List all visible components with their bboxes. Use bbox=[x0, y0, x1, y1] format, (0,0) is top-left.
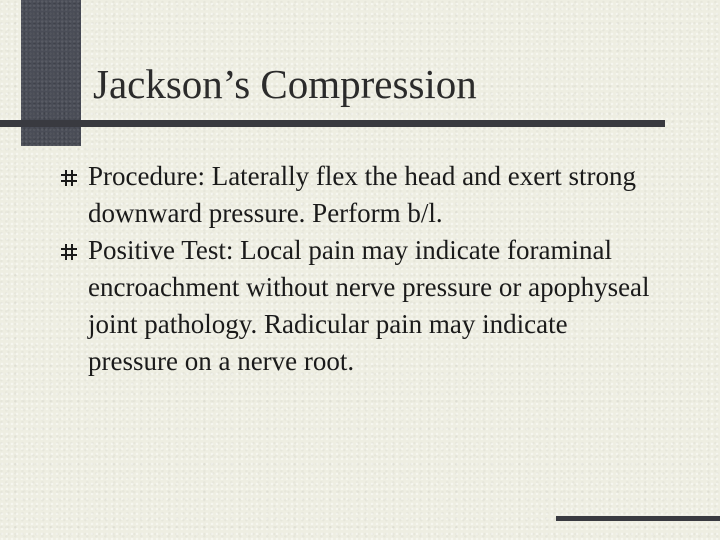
bullet-item-procedure bbox=[60, 158, 650, 232]
bullet-text: Procedure: Laterally flex the head and exert strong downward pressure. Perform b/l. bbox=[88, 161, 637, 228]
footer-divider bbox=[556, 516, 720, 521]
bullet-item-positive-test bbox=[60, 232, 650, 380]
bullet-text: Positive Test: Local pain may indicate foraminal encroachment without nerve pressure or apophyseal joint pathology. Radicular pain may indicate pressure on a nerve root. bbox=[88, 235, 650, 376]
slide-title: Jackson’s Compression bbox=[93, 61, 477, 107]
title-divider bbox=[0, 120, 665, 127]
hash-bullet-icon bbox=[60, 243, 78, 261]
bullet-list bbox=[60, 158, 650, 380]
hash-bullet-icon bbox=[60, 169, 78, 187]
